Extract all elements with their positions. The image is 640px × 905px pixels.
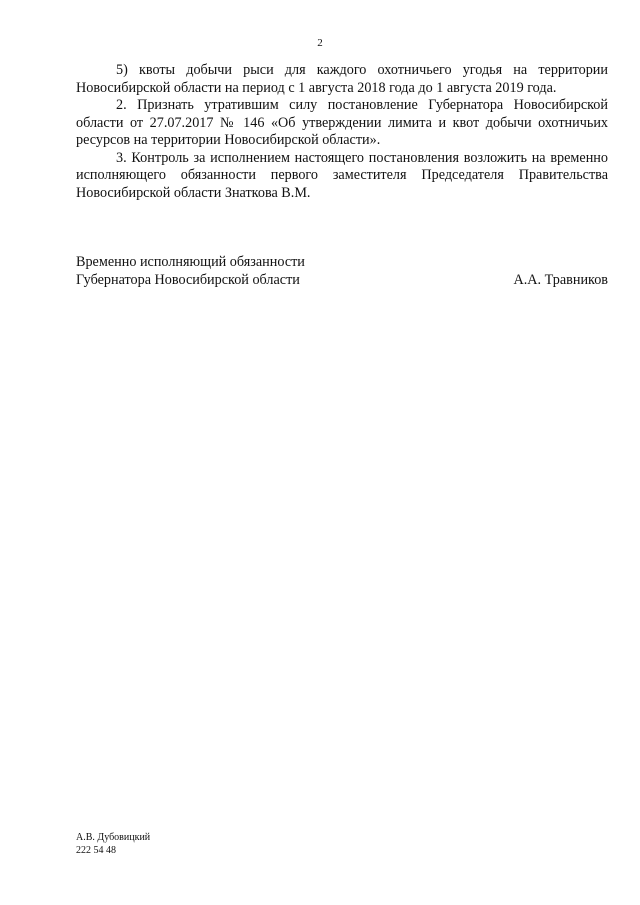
executor-block — [76, 832, 150, 857]
document-body — [76, 62, 608, 202]
paragraph-control-assignment: 3. Контроль за исполнением настоящего постановления возложить на временно исполняющего обязанности первого заместителя Председателя Правительства Новосибирской области Знаткова В.М. — [76, 149, 608, 201]
paragraph-repeal-resolution: 2. Признать утратившим силу постановление Губернатора Новосибирской области от 27.07.2017 № 146 «Об утверждении лимита и квот добычи охотничьих ресурсов на территории Новосибирской области». — [76, 97, 608, 148]
signatory-position-line2: Губернатора Новосибирской области — [76, 272, 300, 288]
paragraph-lynx-quotas: 5) квоты добычи рыси для каждого охотничьего угодья на территории Новосибирской области на период с 1 августа 2018 года до 1 августа 2019 года. — [76, 62, 608, 96]
page-number: 2 — [317, 37, 323, 49]
executor-phone: 222 54 48 — [76, 844, 116, 856]
signature-block — [76, 253, 608, 289]
executor-name: А.В. Дубовицкий — [76, 832, 151, 843]
signatory-position-line1: Временно исполняющий обязанности — [76, 254, 305, 270]
signatory-name: А.А. Травников — [513, 272, 608, 288]
signature-line — [76, 271, 608, 289]
